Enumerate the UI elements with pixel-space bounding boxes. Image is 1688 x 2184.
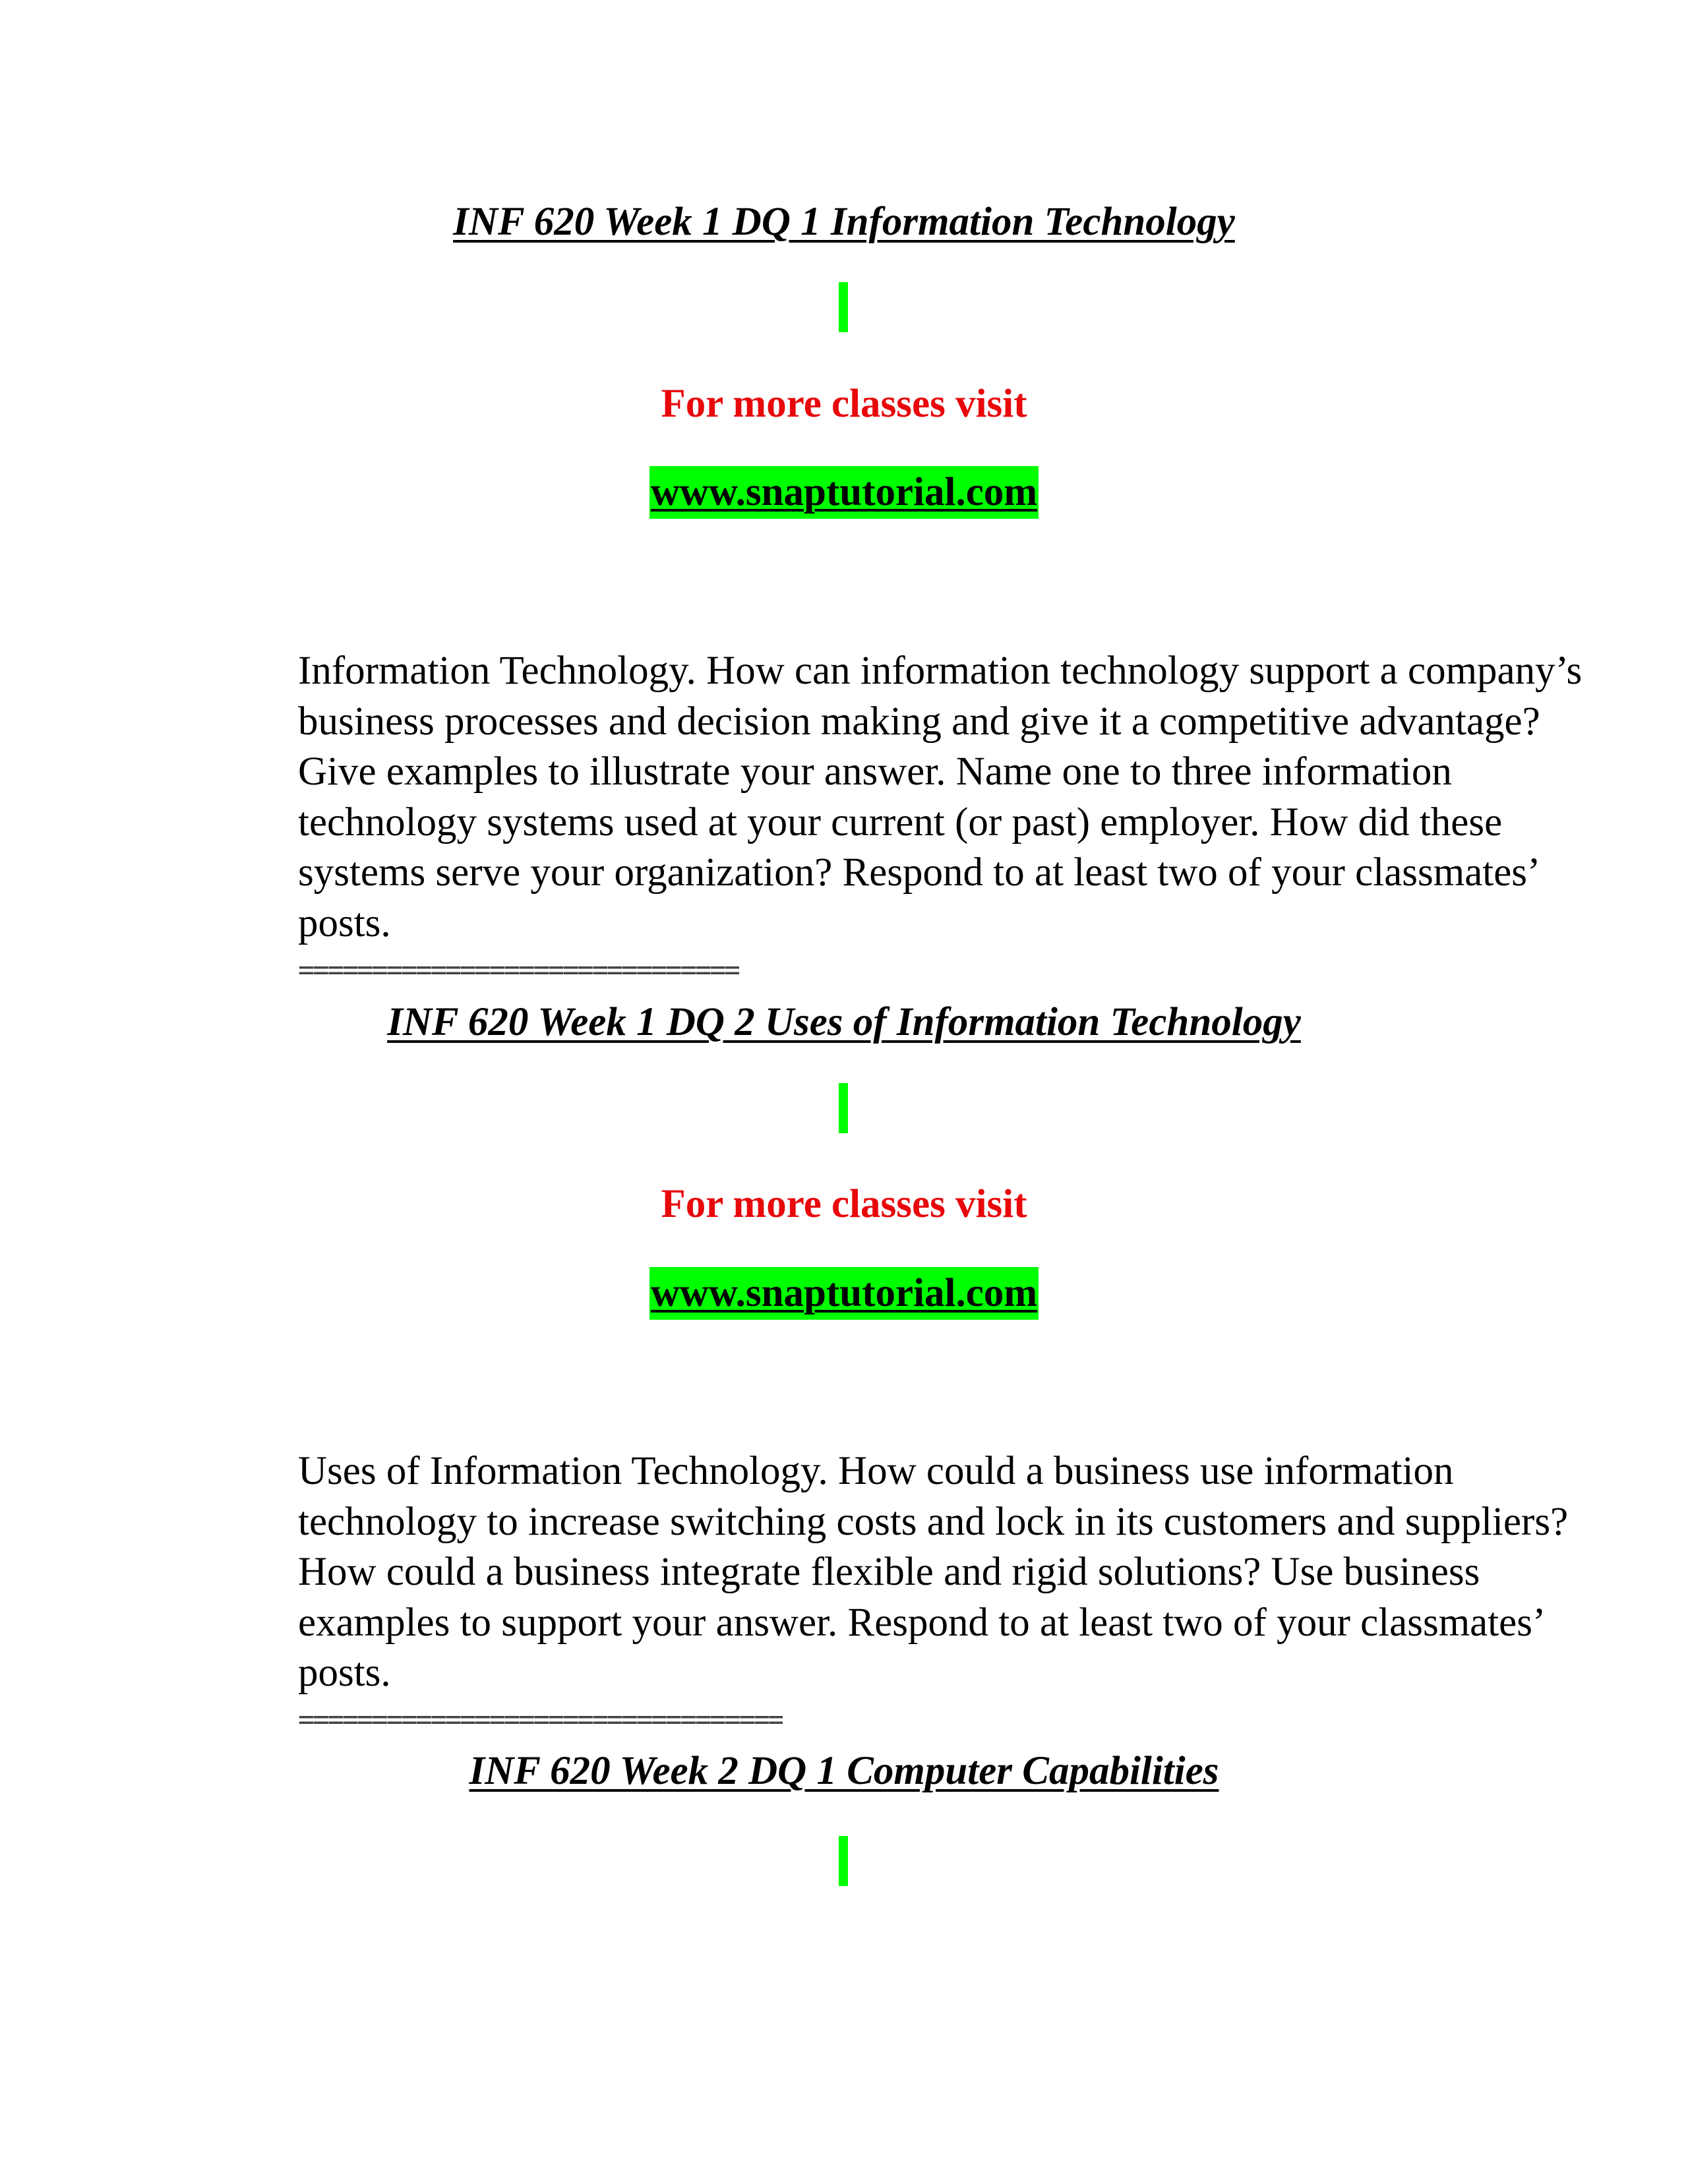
promo-text-1: For more classes visit — [661, 382, 1027, 426]
separator-line-1: ============================== — [298, 956, 739, 984]
link-row-2 — [0, 1267, 1688, 1320]
green-marker-2 — [839, 1083, 848, 1133]
question-text-1: Information Technology. How can information technology support a company’s business processes and decision making and give it a competitive advantage? Give examples to illustrate your answer. Name one to three information technology systems used at your current (or past) employer. How did these systems serve your organization? Respond to at least two of your classmates’ posts. — [298, 649, 1582, 945]
section-heading-1: INF 620 Week 1 DQ 1 Information Technology — [453, 200, 1235, 244]
separator-line-2: ================================= — [298, 1705, 783, 1733]
section-heading-3: INF 620 Week 2 DQ 1 Computer Capabilities — [469, 1749, 1219, 1793]
section-heading-2: INF 620 Week 1 DQ 2 Uses of Information Technology — [387, 1000, 1301, 1044]
link-row-1 — [0, 466, 1688, 519]
promo-text-2: For more classes visit — [661, 1182, 1027, 1226]
green-marker-1 — [839, 282, 848, 332]
question-text-2: Uses of Information Technology. How could a business use information technology to increase switching costs and lock in its customers and suppliers? How could a business integrate flexible and rigid solutions? Use business examples to support your answer. Respond to at least two of your classmates’ posts. — [298, 1449, 1569, 1695]
snaptutorial-link-1[interactable]: www.snaptutorial.com — [649, 466, 1039, 519]
snaptutorial-link-2[interactable]: www.snaptutorial.com — [649, 1267, 1039, 1320]
green-marker-3 — [839, 1836, 848, 1886]
